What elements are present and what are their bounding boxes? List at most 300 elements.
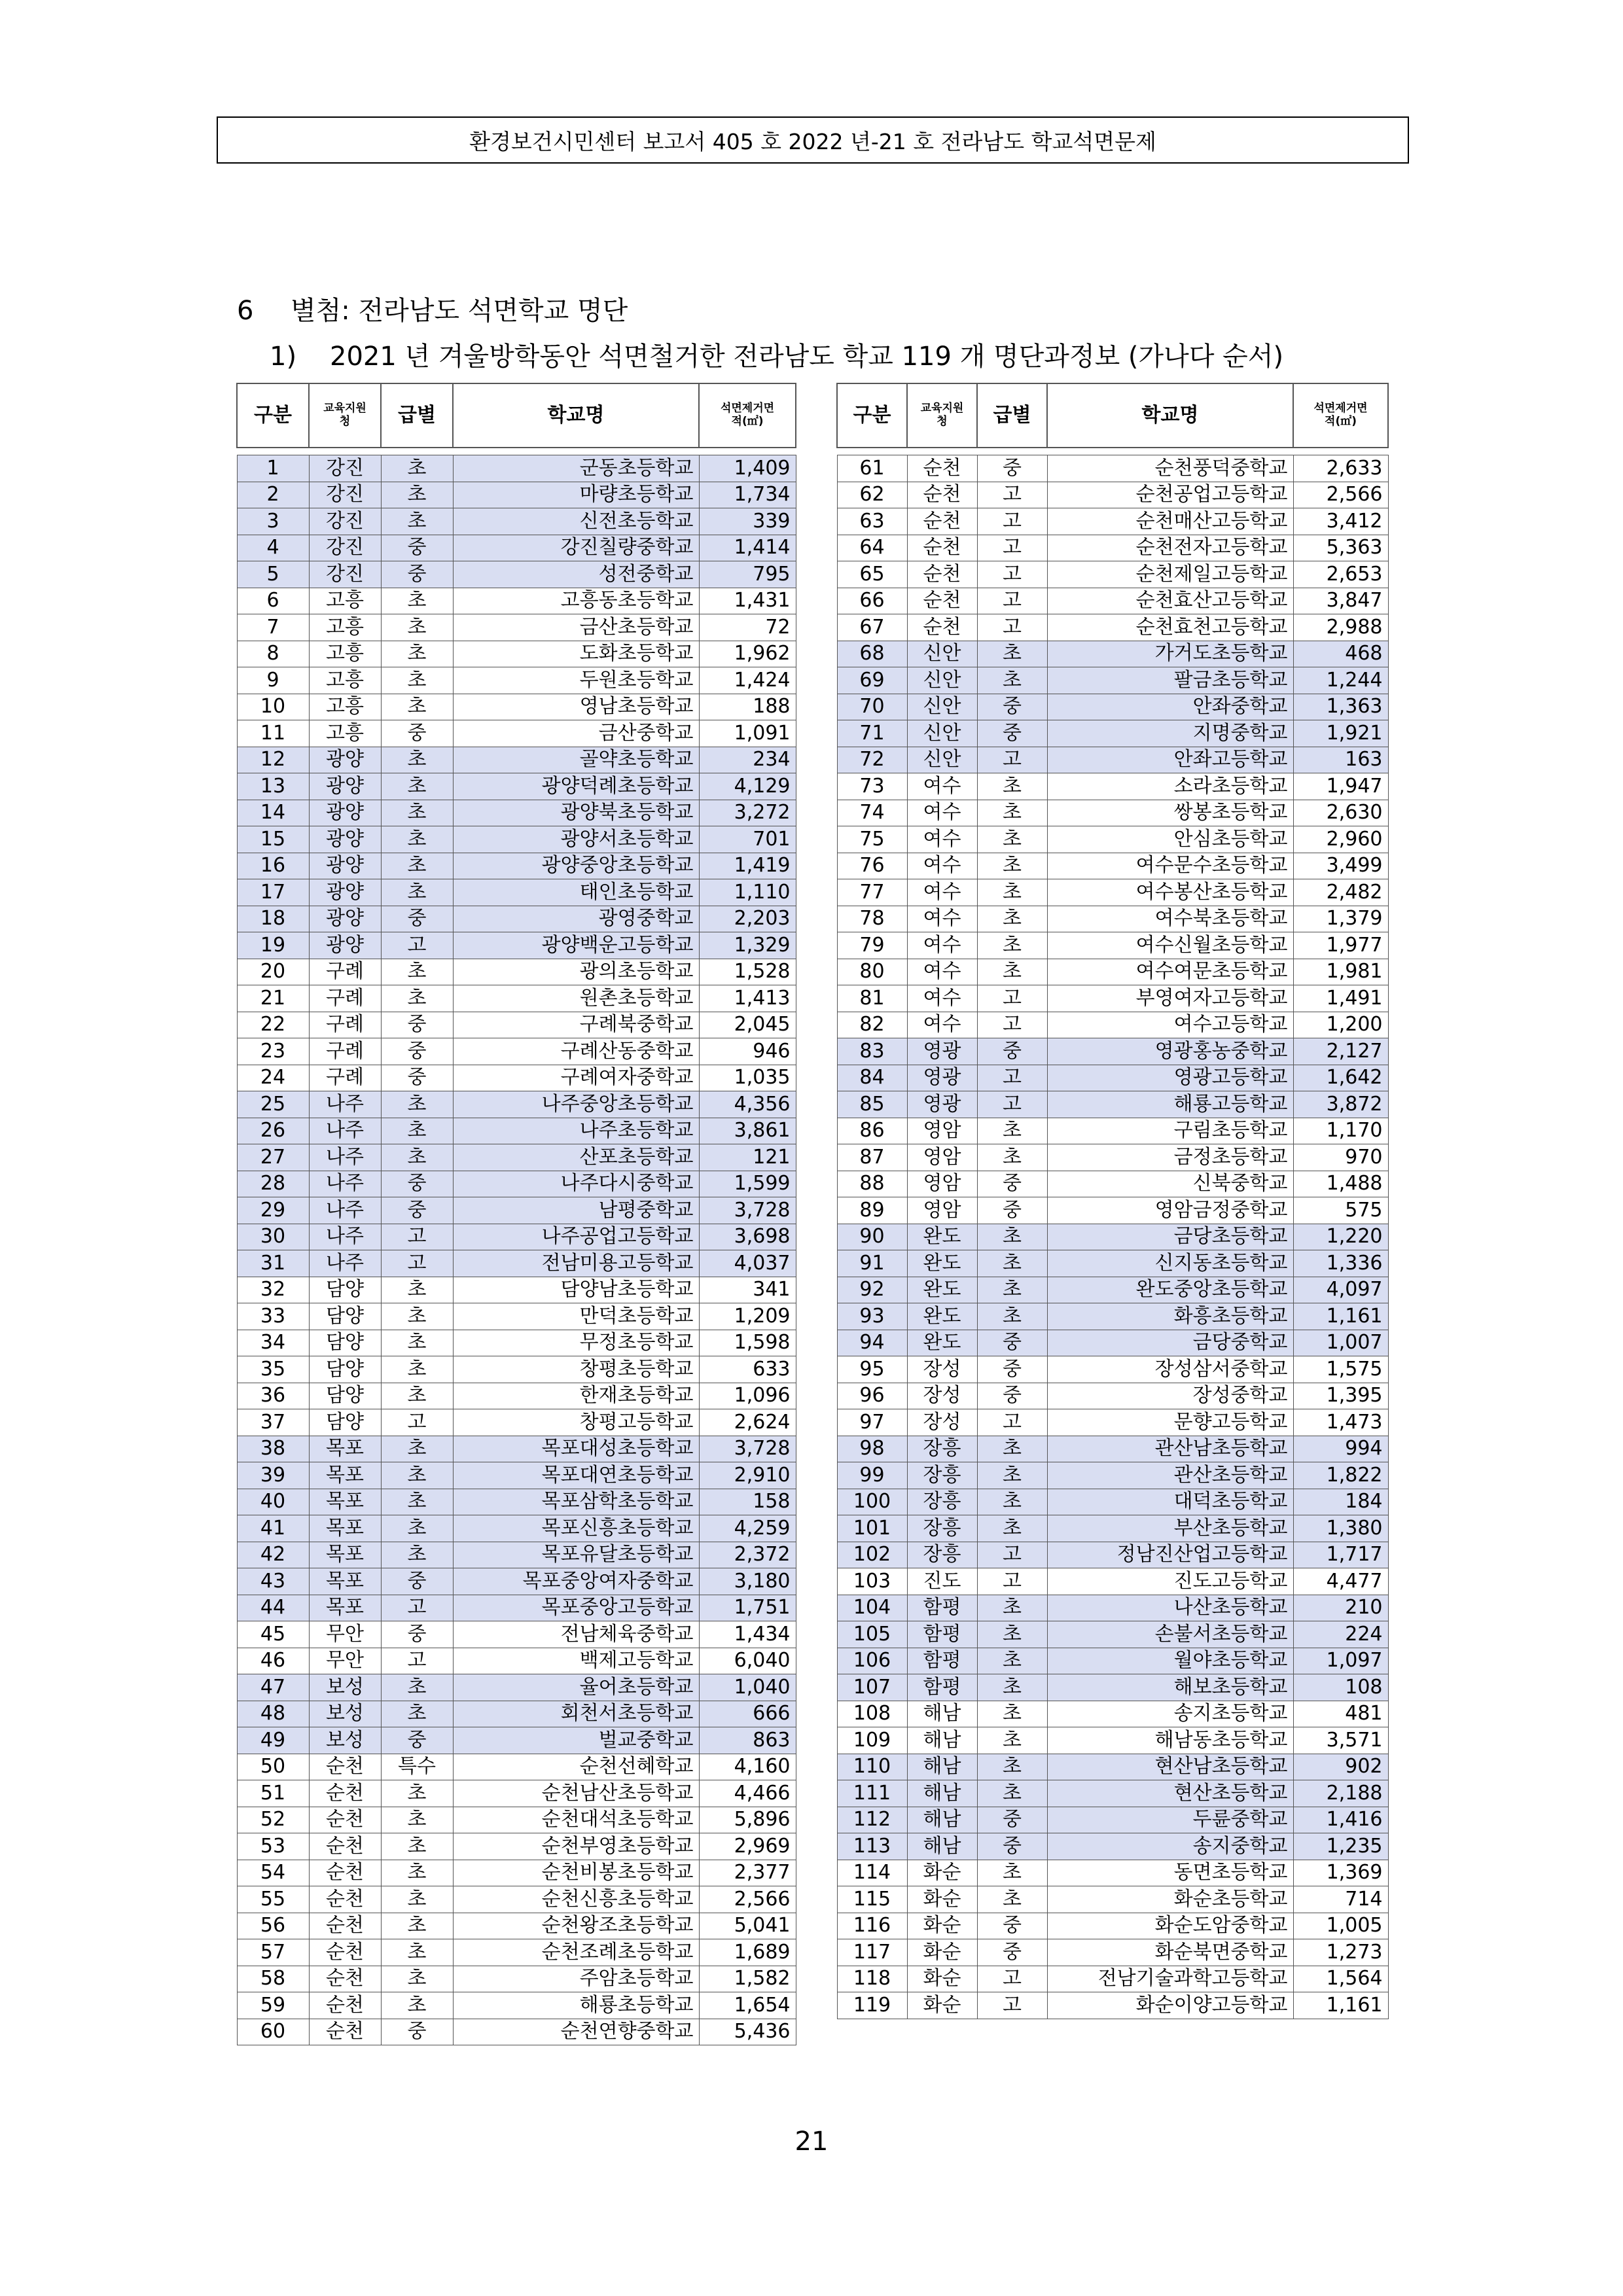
school-level-cell: 초 bbox=[381, 1860, 453, 1886]
asbestos-area-cell: 5,041 bbox=[699, 1913, 796, 1939]
table-row bbox=[837, 1144, 1388, 1171]
asbestos-area-cell: 633 bbox=[699, 1356, 796, 1383]
header-area-line2: 적(㎡) bbox=[1325, 415, 1357, 428]
table-row bbox=[837, 667, 1388, 694]
school-name-cell: 광양백운고등학교 bbox=[453, 932, 699, 959]
education-office-cell: 고흥 bbox=[309, 588, 381, 614]
row-number-cell: 46 bbox=[237, 1648, 309, 1674]
school-name-cell: 지명중학교 bbox=[1047, 720, 1293, 747]
row-number-cell: 56 bbox=[237, 1913, 309, 1939]
row-number-cell: 93 bbox=[837, 1303, 907, 1330]
asbestos-area-cell: 3,847 bbox=[1293, 588, 1388, 614]
asbestos-area-cell: 1,091 bbox=[699, 720, 796, 747]
asbestos-area-cell: 1,642 bbox=[1293, 1065, 1388, 1091]
school-level-cell: 고 bbox=[977, 508, 1047, 535]
education-office-cell: 광양 bbox=[309, 773, 381, 800]
asbestos-area-cell: 1,097 bbox=[1293, 1648, 1388, 1674]
school-name-cell: 무정초등학교 bbox=[453, 1330, 699, 1356]
table-row bbox=[837, 959, 1388, 985]
table-row bbox=[837, 1648, 1388, 1674]
table-row bbox=[837, 1091, 1388, 1118]
table-row bbox=[237, 1012, 796, 1038]
school-level-cell: 초 bbox=[381, 879, 453, 906]
education-office-cell: 순천 bbox=[907, 535, 977, 561]
education-office-cell: 나주 bbox=[309, 1197, 381, 1224]
row-number-cell: 9 bbox=[237, 667, 309, 694]
school-name-cell: 목포대연초등학교 bbox=[453, 1462, 699, 1489]
school-level-cell: 초 bbox=[381, 1701, 453, 1727]
table-row bbox=[237, 747, 796, 773]
table-row bbox=[237, 455, 796, 482]
table-row bbox=[837, 1118, 1388, 1144]
table-row bbox=[237, 2019, 796, 2045]
asbestos-area-cell: 1,582 bbox=[699, 1966, 796, 1992]
education-office-cell: 순천 bbox=[907, 614, 977, 641]
table-row bbox=[837, 1754, 1388, 1780]
asbestos-area-cell: 4,477 bbox=[1293, 1568, 1388, 1595]
education-office-cell: 담양 bbox=[309, 1330, 381, 1356]
asbestos-area-cell: 158 bbox=[699, 1489, 796, 1515]
row-number-cell: 90 bbox=[837, 1224, 907, 1250]
school-level-cell: 고 bbox=[977, 1065, 1047, 1091]
row-number-cell: 34 bbox=[237, 1330, 309, 1356]
row-number-cell: 66 bbox=[837, 588, 907, 614]
row-number-cell: 23 bbox=[237, 1038, 309, 1065]
asbestos-area-cell: 1,921 bbox=[1293, 720, 1388, 747]
school-name-cell: 강진칠량중학교 bbox=[453, 535, 699, 561]
school-level-cell: 중 bbox=[977, 1833, 1047, 1860]
education-office-cell: 순천 bbox=[907, 561, 977, 588]
education-office-cell: 순천 bbox=[309, 1913, 381, 1939]
row-number-cell: 117 bbox=[837, 1939, 907, 1966]
school-name-cell: 해룡초등학교 bbox=[453, 1992, 699, 2019]
school-name-cell: 골약초등학교 bbox=[453, 747, 699, 773]
row-number-cell: 103 bbox=[837, 1568, 907, 1595]
asbestos-area-cell: 1,654 bbox=[699, 1992, 796, 2019]
table-row bbox=[237, 932, 796, 959]
asbestos-area-cell: 2,630 bbox=[1293, 800, 1388, 826]
school-level-cell: 초 bbox=[381, 1356, 453, 1383]
school-level-cell: 고 bbox=[381, 1224, 453, 1250]
asbestos-area-cell: 1,431 bbox=[699, 588, 796, 614]
school-level-cell: 고 bbox=[977, 535, 1047, 561]
school-level-cell: 중 bbox=[381, 1065, 453, 1091]
row-number-cell: 76 bbox=[837, 853, 907, 879]
education-office-cell: 목포 bbox=[309, 1462, 381, 1489]
school-name-cell: 영암금정중학교 bbox=[1047, 1197, 1293, 1224]
asbestos-area-cell: 1,822 bbox=[1293, 1462, 1388, 1489]
asbestos-area-cell: 2,045 bbox=[699, 1012, 796, 1038]
education-office-cell: 순천 bbox=[309, 1780, 381, 1807]
row-number-cell: 109 bbox=[837, 1727, 907, 1754]
school-name-cell: 장성중학교 bbox=[1047, 1383, 1293, 1409]
education-office-cell: 보성 bbox=[309, 1674, 381, 1701]
asbestos-area-cell: 2,188 bbox=[1293, 1780, 1388, 1807]
table-row bbox=[237, 1144, 796, 1171]
education-office-cell: 완도 bbox=[907, 1250, 977, 1277]
table-row bbox=[237, 641, 796, 667]
school-level-cell: 고 bbox=[977, 482, 1047, 508]
education-office-cell: 나주 bbox=[309, 1118, 381, 1144]
school-name-cell: 광양서초등학교 bbox=[453, 826, 699, 853]
row-number-cell: 48 bbox=[237, 1701, 309, 1727]
table-row bbox=[837, 1436, 1388, 1462]
school-name-cell: 화순도암중학교 bbox=[1047, 1913, 1293, 1939]
school-name-cell: 여수문수초등학교 bbox=[1047, 853, 1293, 879]
school-level-cell: 중 bbox=[381, 561, 453, 588]
asbestos-area-cell: 1,395 bbox=[1293, 1383, 1388, 1409]
school-level-cell: 초 bbox=[977, 1780, 1047, 1807]
table-row bbox=[237, 1807, 796, 1833]
school-level-cell: 초 bbox=[977, 1224, 1047, 1250]
school-name-cell: 나산초등학교 bbox=[1047, 1595, 1293, 1621]
table-row bbox=[237, 1966, 796, 1992]
row-number-cell: 31 bbox=[237, 1250, 309, 1277]
row-number-cell: 108 bbox=[837, 1701, 907, 1727]
school-name-cell: 화흥초등학교 bbox=[1047, 1303, 1293, 1330]
education-office-cell: 해남 bbox=[907, 1701, 977, 1727]
table-row bbox=[237, 588, 796, 614]
table-body-left bbox=[237, 455, 796, 2045]
education-office-cell: 영암 bbox=[907, 1171, 977, 1197]
school-level-cell: 초 bbox=[977, 1515, 1047, 1542]
row-number-cell: 39 bbox=[237, 1462, 309, 1489]
row-number-cell: 59 bbox=[237, 1992, 309, 2019]
table-row bbox=[837, 1356, 1388, 1383]
row-number-cell: 61 bbox=[837, 455, 907, 482]
school-name-cell: 두원초등학교 bbox=[453, 667, 699, 694]
school-name-cell: 관산남초등학교 bbox=[1047, 1436, 1293, 1462]
row-number-cell: 37 bbox=[237, 1409, 309, 1436]
row-number-cell: 47 bbox=[237, 1674, 309, 1701]
school-level-cell: 초 bbox=[977, 1886, 1047, 1913]
education-office-cell: 영광 bbox=[907, 1091, 977, 1118]
table-row bbox=[837, 1595, 1388, 1621]
row-number-cell: 3 bbox=[237, 508, 309, 535]
table-row bbox=[837, 1409, 1388, 1436]
education-office-cell: 구례 bbox=[309, 1012, 381, 1038]
asbestos-area-cell: 1,007 bbox=[1293, 1330, 1388, 1356]
table-row bbox=[237, 1303, 796, 1330]
table-row bbox=[837, 826, 1388, 853]
asbestos-area-cell: 2,633 bbox=[1293, 455, 1388, 482]
asbestos-area-cell: 1,369 bbox=[1293, 1860, 1388, 1886]
school-name-cell: 금정초등학교 bbox=[1047, 1144, 1293, 1171]
school-level-cell: 고 bbox=[977, 1992, 1047, 2019]
school-name-cell: 월야초등학교 bbox=[1047, 1648, 1293, 1674]
school-name-cell: 금당중학교 bbox=[1047, 1330, 1293, 1356]
school-level-cell: 초 bbox=[977, 1621, 1047, 1648]
asbestos-area-cell: 1,379 bbox=[1293, 906, 1388, 932]
row-number-cell: 4 bbox=[237, 535, 309, 561]
row-number-cell: 65 bbox=[837, 561, 907, 588]
education-office-cell: 순천 bbox=[309, 2019, 381, 2045]
header-level: 급별 bbox=[977, 383, 1047, 448]
school-level-cell: 초 bbox=[381, 853, 453, 879]
school-level-cell: 중 bbox=[381, 1171, 453, 1197]
school-level-cell: 중 bbox=[977, 1383, 1047, 1409]
asbestos-area-cell: 1,491 bbox=[1293, 985, 1388, 1012]
school-level-cell: 중 bbox=[381, 720, 453, 747]
school-level-cell: 초 bbox=[381, 800, 453, 826]
table-row bbox=[837, 1674, 1388, 1701]
asbestos-area-cell: 481 bbox=[1293, 1701, 1388, 1727]
education-office-cell: 함평 bbox=[907, 1648, 977, 1674]
asbestos-area-cell: 1,235 bbox=[1293, 1833, 1388, 1860]
education-office-cell: 목포 bbox=[309, 1489, 381, 1515]
table-row bbox=[237, 614, 796, 641]
table-row bbox=[837, 588, 1388, 614]
table-row bbox=[837, 1860, 1388, 1886]
asbestos-area-cell: 4,259 bbox=[699, 1515, 796, 1542]
asbestos-area-cell: 2,566 bbox=[1293, 482, 1388, 508]
school-level-cell: 초 bbox=[381, 1674, 453, 1701]
row-number-cell: 112 bbox=[837, 1807, 907, 1833]
row-number-cell: 43 bbox=[237, 1568, 309, 1595]
school-level-cell: 초 bbox=[381, 1303, 453, 1330]
asbestos-area-cell: 1,220 bbox=[1293, 1224, 1388, 1250]
row-number-cell: 75 bbox=[837, 826, 907, 853]
asbestos-area-cell: 1,473 bbox=[1293, 1409, 1388, 1436]
school-name-cell: 관산초등학교 bbox=[1047, 1462, 1293, 1489]
school-name-cell: 원촌초등학교 bbox=[453, 985, 699, 1012]
table-row bbox=[237, 720, 796, 747]
table-row bbox=[237, 1383, 796, 1409]
education-office-cell: 구례 bbox=[309, 1038, 381, 1065]
table-row bbox=[837, 1939, 1388, 1966]
school-name-cell: 나주공업고등학교 bbox=[453, 1224, 699, 1250]
asbestos-area-cell: 1,488 bbox=[1293, 1171, 1388, 1197]
table-row bbox=[237, 1913, 796, 1939]
education-office-cell: 목포 bbox=[309, 1515, 381, 1542]
asbestos-area-cell: 2,653 bbox=[1293, 561, 1388, 588]
asbestos-area-cell: 1,409 bbox=[699, 455, 796, 482]
asbestos-area-cell: 1,947 bbox=[1293, 773, 1388, 800]
school-level-cell: 고 bbox=[977, 1012, 1047, 1038]
header-area bbox=[1293, 383, 1388, 448]
row-number-cell: 15 bbox=[237, 826, 309, 853]
table-row bbox=[237, 1886, 796, 1913]
asbestos-area-cell: 1,734 bbox=[699, 482, 796, 508]
table-body-right bbox=[837, 455, 1388, 2019]
education-office-cell: 무안 bbox=[309, 1621, 381, 1648]
asbestos-area-cell: 4,356 bbox=[699, 1091, 796, 1118]
row-number-cell: 2 bbox=[237, 482, 309, 508]
school-name-cell: 마량초등학교 bbox=[453, 482, 699, 508]
table-row bbox=[237, 1356, 796, 1383]
table-row bbox=[237, 1674, 796, 1701]
row-number-cell: 26 bbox=[237, 1118, 309, 1144]
row-number-cell: 72 bbox=[837, 747, 907, 773]
school-level-cell: 초 bbox=[381, 959, 453, 985]
row-number-cell: 5 bbox=[237, 561, 309, 588]
school-name-cell: 신북중학교 bbox=[1047, 1171, 1293, 1197]
school-level-cell: 중 bbox=[977, 1807, 1047, 1833]
row-number-cell: 21 bbox=[237, 985, 309, 1012]
asbestos-area-cell: 1,209 bbox=[699, 1303, 796, 1330]
education-office-cell: 광양 bbox=[309, 826, 381, 853]
asbestos-area-cell: 3,872 bbox=[1293, 1091, 1388, 1118]
education-office-cell: 순천 bbox=[309, 1807, 381, 1833]
row-number-cell: 54 bbox=[237, 1860, 309, 1886]
asbestos-area-cell: 2,127 bbox=[1293, 1038, 1388, 1065]
education-office-cell: 순천 bbox=[309, 1833, 381, 1860]
asbestos-area-cell: 1,161 bbox=[1293, 1992, 1388, 2019]
education-office-cell: 보성 bbox=[309, 1701, 381, 1727]
row-number-cell: 80 bbox=[837, 959, 907, 985]
school-level-cell: 고 bbox=[977, 1542, 1047, 1568]
school-name-cell: 순천남산초등학교 bbox=[453, 1780, 699, 1807]
education-office-cell: 구례 bbox=[309, 985, 381, 1012]
school-name-cell: 회천서초등학교 bbox=[453, 1701, 699, 1727]
school-level-cell: 고 bbox=[977, 1091, 1047, 1118]
row-number-cell: 89 bbox=[837, 1197, 907, 1224]
asbestos-area-cell: 666 bbox=[699, 1701, 796, 1727]
table-row bbox=[237, 1065, 796, 1091]
header-spacer bbox=[837, 448, 1388, 455]
asbestos-area-cell: 902 bbox=[1293, 1754, 1388, 1780]
school-level-cell: 초 bbox=[381, 1780, 453, 1807]
school-level-cell: 초 bbox=[381, 1383, 453, 1409]
row-number-cell: 13 bbox=[237, 773, 309, 800]
asbestos-area-cell: 1,751 bbox=[699, 1595, 796, 1621]
asbestos-area-cell: 1,413 bbox=[699, 985, 796, 1012]
table-row bbox=[837, 1701, 1388, 1727]
table-row bbox=[237, 694, 796, 720]
asbestos-area-cell: 3,728 bbox=[699, 1436, 796, 1462]
table-row bbox=[837, 747, 1388, 773]
school-name-cell: 영남초등학교 bbox=[453, 694, 699, 720]
school-level-cell: 중 bbox=[977, 1197, 1047, 1224]
education-office-cell: 장성 bbox=[907, 1409, 977, 1436]
row-number-cell: 63 bbox=[837, 508, 907, 535]
school-name-cell: 주암초등학교 bbox=[453, 1966, 699, 1992]
row-number-cell: 107 bbox=[837, 1674, 907, 1701]
school-name-cell: 벌교중학교 bbox=[453, 1727, 699, 1754]
school-name-cell: 정남진산업고등학교 bbox=[1047, 1542, 1293, 1568]
school-name-cell: 대덕초등학교 bbox=[1047, 1489, 1293, 1515]
row-number-cell: 81 bbox=[837, 985, 907, 1012]
education-office-cell: 강진 bbox=[309, 508, 381, 535]
table-row bbox=[837, 1833, 1388, 1860]
education-office-cell: 해남 bbox=[907, 1727, 977, 1754]
table-row bbox=[837, 1303, 1388, 1330]
education-office-cell: 담양 bbox=[309, 1303, 381, 1330]
school-name-cell: 해남동초등학교 bbox=[1047, 1727, 1293, 1754]
school-level-cell: 초 bbox=[977, 1860, 1047, 1886]
section-title: 별첨: 전라남도 석면학교 명단 bbox=[291, 296, 628, 326]
education-office-cell: 완도 bbox=[907, 1330, 977, 1356]
education-office-cell: 담양 bbox=[309, 1383, 381, 1409]
row-number-cell: 6 bbox=[237, 588, 309, 614]
table-row bbox=[237, 1250, 796, 1277]
asbestos-area-cell: 1,200 bbox=[1293, 1012, 1388, 1038]
school-level-cell: 초 bbox=[977, 932, 1047, 959]
asbestos-area-cell: 72 bbox=[699, 614, 796, 641]
asbestos-area-cell: 188 bbox=[699, 694, 796, 720]
education-office-cell: 담양 bbox=[309, 1277, 381, 1303]
asbestos-area-cell: 1,273 bbox=[1293, 1939, 1388, 1966]
education-office-cell: 장흥 bbox=[907, 1462, 977, 1489]
school-level-cell: 초 bbox=[977, 959, 1047, 985]
education-office-cell: 장흥 bbox=[907, 1542, 977, 1568]
asbestos-area-cell: 1,424 bbox=[699, 667, 796, 694]
school-level-cell: 초 bbox=[381, 1886, 453, 1913]
asbestos-area-cell: 234 bbox=[699, 747, 796, 773]
table-row bbox=[237, 1091, 796, 1118]
education-office-cell: 고흥 bbox=[309, 641, 381, 667]
table-row bbox=[237, 1754, 796, 1780]
school-name-cell: 백제고등학교 bbox=[453, 1648, 699, 1674]
school-level-cell: 중 bbox=[381, 1568, 453, 1595]
asbestos-area-cell: 795 bbox=[699, 561, 796, 588]
row-number-cell: 113 bbox=[837, 1833, 907, 1860]
row-number-cell: 88 bbox=[837, 1171, 907, 1197]
table-row bbox=[837, 1568, 1388, 1595]
school-level-cell: 고 bbox=[381, 932, 453, 959]
school-name-cell: 여수여문초등학교 bbox=[1047, 959, 1293, 985]
report-header-title: 환경보건시민센터 보고서 405 호 2022 년-21 호 전라남도 학교석면문제 bbox=[469, 128, 1156, 154]
header-office bbox=[309, 383, 381, 448]
row-number-cell: 82 bbox=[837, 1012, 907, 1038]
row-number-cell: 22 bbox=[237, 1012, 309, 1038]
table-row bbox=[237, 1197, 796, 1224]
school-name-cell: 담양남초등학교 bbox=[453, 1277, 699, 1303]
table-row bbox=[237, 667, 796, 694]
asbestos-area-cell: 468 bbox=[1293, 641, 1388, 667]
school-name-cell: 순천부영초등학교 bbox=[453, 1833, 699, 1860]
row-number-cell: 28 bbox=[237, 1171, 309, 1197]
asbestos-area-cell: 1,962 bbox=[699, 641, 796, 667]
education-office-cell: 완도 bbox=[907, 1277, 977, 1303]
education-office-cell: 나주 bbox=[309, 1171, 381, 1197]
header-office-line2: 청 bbox=[936, 415, 948, 428]
school-level-cell: 초 bbox=[381, 1807, 453, 1833]
school-name-cell: 구례여자중학교 bbox=[453, 1065, 699, 1091]
asbestos-area-cell: 4,097 bbox=[1293, 1277, 1388, 1303]
education-office-cell: 진도 bbox=[907, 1568, 977, 1595]
school-level-cell: 중 bbox=[977, 720, 1047, 747]
school-name-cell: 나주중앙초등학교 bbox=[453, 1091, 699, 1118]
school-name-cell: 광양덕례초등학교 bbox=[453, 773, 699, 800]
school-level-cell: 초 bbox=[381, 482, 453, 508]
table-row bbox=[837, 1807, 1388, 1833]
school-level-cell: 초 bbox=[381, 826, 453, 853]
education-office-cell: 강진 bbox=[309, 482, 381, 508]
school-level-cell: 중 bbox=[977, 455, 1047, 482]
asbestos-area-cell: 341 bbox=[699, 1277, 796, 1303]
education-office-cell: 여수 bbox=[907, 906, 977, 932]
table-row bbox=[237, 535, 796, 561]
school-level-cell: 초 bbox=[977, 1701, 1047, 1727]
education-office-cell: 해남 bbox=[907, 1833, 977, 1860]
asbestos-area-cell: 3,728 bbox=[699, 1197, 796, 1224]
school-level-cell: 초 bbox=[381, 1515, 453, 1542]
education-office-cell: 순천 bbox=[907, 588, 977, 614]
asbestos-area-cell: 3,272 bbox=[699, 800, 796, 826]
table-row bbox=[837, 1992, 1388, 2019]
table-row bbox=[837, 853, 1388, 879]
education-office-cell: 강진 bbox=[309, 535, 381, 561]
header-office-line1: 교육지원 bbox=[323, 402, 366, 415]
school-name-cell: 구례북중학교 bbox=[453, 1012, 699, 1038]
asbestos-area-cell: 4,160 bbox=[699, 1754, 796, 1780]
school-level-cell: 고 bbox=[977, 1966, 1047, 1992]
school-name-cell: 부산초등학교 bbox=[1047, 1515, 1293, 1542]
table-row bbox=[237, 1780, 796, 1807]
table-row bbox=[237, 879, 796, 906]
row-number-cell: 57 bbox=[237, 1939, 309, 1966]
